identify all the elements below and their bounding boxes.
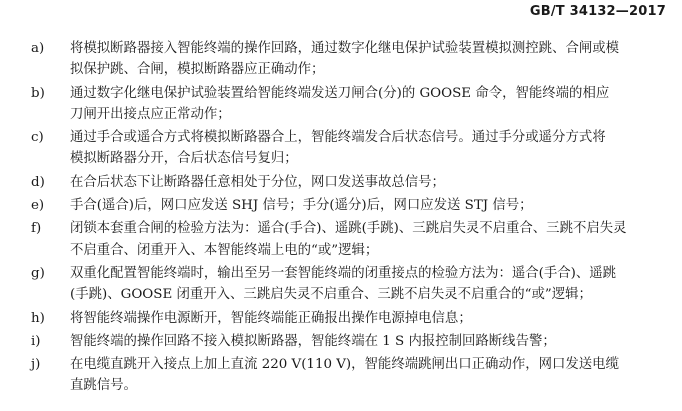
item-label: b) <box>31 85 45 101</box>
item-label: f) <box>31 221 42 237</box>
standard-number-header: GB/T 34132—2017 <box>529 4 666 19</box>
item-label: g) <box>31 265 45 281</box>
item-line: 不启重合、闭重开入、本智能终端上电的“或”逻辑； <box>70 242 379 258</box>
item-label: c) <box>31 130 44 146</box>
test-items-list <box>0 38 682 399</box>
item-label: h) <box>31 310 45 326</box>
item-line: (手跳)、GOOSE 闭重开入、三跳启失灵不启重合、三跳不启失灵不启重合的“或”逻辑； <box>70 287 592 303</box>
item-line: 智能终端的操作回路不接入模拟断路器，智能终端在 1 S 内报控制回路断线告警； <box>70 333 556 349</box>
list-item-b <box>0 83 682 126</box>
list-item-j <box>0 354 682 397</box>
item-line: 将智能终端操作电源断开，智能终端能正确报出操作电源掉电信息； <box>70 310 472 326</box>
list-item-d <box>0 172 682 193</box>
item-line: 通过数字化继电保护试验装置给智能终端发送刀闸合(分)的 GOOSE 命令，智能终端的相应 <box>70 85 610 101</box>
list-item-i <box>0 331 682 352</box>
list-item-g <box>0 263 682 306</box>
list-item-h <box>0 308 682 329</box>
item-line: 刀闸开出接点应正常动作； <box>70 106 231 122</box>
item-line: 在合后状态下让断路器任意相处于分位，网口发送事故总信号； <box>70 174 445 190</box>
item-label: d) <box>31 174 45 190</box>
list-item-f <box>0 218 682 261</box>
list-item-a <box>0 38 682 81</box>
list-item-c <box>0 127 682 170</box>
item-line: 直跳信号。 <box>70 378 137 394</box>
item-line: 闭锁本套重合闸的检验方法为：遥合(手合)、遥跳(手跳)、三跳启失灵不启重合、三跳不启失灵 <box>70 221 627 237</box>
item-label: e) <box>31 198 45 214</box>
item-line: 拟保护跳、合闸，模拟断路器应正确动作； <box>70 62 325 78</box>
item-line: 将模拟断路器接入智能终端的操作回路，通过数字化继电保护试验装置模拟测控跳、合闸或模 <box>70 41 620 56</box>
item-line: 在电缆直跳开入接点上加上直流 220 V(110 V)，智能终端跳闸出口正确动作，网口发送电缆 <box>70 357 619 373</box>
item-label: i) <box>31 333 41 349</box>
item-label: j) <box>31 357 41 373</box>
item-label: a) <box>31 41 45 56</box>
item-line: 双重化配置智能终端时，输出至另一套智能终端的闭重接点的检验方法为：遥合(手合)、遥跳 <box>70 265 617 281</box>
list-item-e <box>0 195 682 216</box>
item-line: 模拟断路器分开，合后状态信号复归； <box>70 151 298 167</box>
item-line: 通过手合或遥合方式将模拟断路器合上，智能终端发合后状态信号。通过手分或遥分方式将 <box>70 130 606 146</box>
item-line: 手合(遥合)后，网口应发送 SHJ 信号；手分(遥分)后，网口应发送 STJ 信号； <box>70 198 533 214</box>
